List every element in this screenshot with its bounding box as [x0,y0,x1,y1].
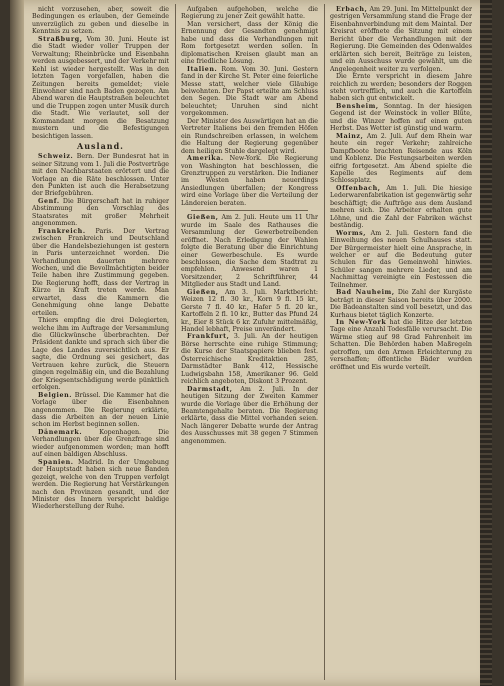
dateline: Frankreich. [38,227,86,235]
article-text: Bern. Der Bundesrat hat in seiner Sitzung vom 1. Juli die Postverträge mit den Nachbarstaaten erörtert und die Vorlage an die Räte beschlossen. Unter den Punkten ist auch die Herabsetzung der Briefgebühren. [32,153,169,198]
article-paragraph [181,21,318,66]
article-paragraph [181,155,318,207]
article-text: Madrid. In der Umgebung der Hauptstadt haben sich neue Banden gezeigt, welche von den Truppen verfolgt werden. Die Regierung hat Verstärkungen nach den Provinzen gesandt, und der Minister des Innern verspricht baldige Wiederherstellung der Ruhe. [32,458,169,511]
article-text: Vom 30. Juni. Heute ist die Stadt wieder voller Truppen der Verwaltung; Rheinbrücke und Eisenbahn werden ausgebessert, und der Verkehr mit Kehl ist wieder hergestellt. Was in den letzten Tagen vorgefallen, haben die Zeitungen bereits gemeldet; viele Einwohner sind nach Baden gezogen. Am Abend waren die Hauptstraßen beleuchtet und die Truppen zogen unter Musik durch die Stadt. Wie verlautet, soll der Kommandant morgen die Besatzung mustern und die Befestigungen besichtigen lassen. [32,35,169,140]
article-paragraph [32,392,169,429]
article-paragraph [32,317,169,392]
article-paragraph [32,36,169,140]
dateline: Erbach, [336,6,368,13]
article-paragraph [181,118,318,155]
dateline: Gießen, [187,214,219,222]
article-text: Der Minister des Auswärtigen hat an die Vertreter Italiens bei den fremden Höfen ein Rundschreiben erlassen, in welchem die Haltung der Regierung gegenüber dem heiligen Stuhle dargelegt wird. [181,117,318,155]
dateline: Worms, [336,229,367,237]
article-paragraph [330,230,472,290]
column-middle [181,6,318,678]
dateline: Amerika. [187,155,224,163]
article-text: Kopenhagen. Die Verhandlungen über die Grenzfrage sind wieder aufgenommen worden; man hofft auf einen baldigen Abschluss. [32,428,169,459]
article-paragraph [330,289,472,319]
article-text: Am 29. Juni. Im Mittelpunkt der gestrigen Versammlung stand die Frage der Eisenbahnverbindung mit dem Maintal. Der Kreisrat eröffnete die Sitzung mit einem Bericht über die Verhandlungen mit der Regierung. Die Gemeinden des Odenwaldes erklärten sich bereit, Beiträge zu leisten, und ein Ausschuss wurde gewählt, um die Angelegenheit weiter zu verfolgen. [330,6,472,73]
dateline: Genf. [38,197,60,205]
article-text: 3. Juli. An der heutigen Börse herrschte eine ruhige Stimmung; die Kurse der Staatspapiere blieben fest. Österreichische Kreditaktien 285, Darmstädter Bank 412, Hessische Ludwigsbahn 158, Amerikaner 96. Geld reichlich angeboten, Diskont 3 Prozent. [181,333,318,386]
article-text: Am 2. Juli. Heute um 11 Uhr wurde im Saale des Rathauses die Versammlung der Gewerbetreibenden eröffnet. Nach Erledigung der Wahlen folgte die Beratung über die Einrichtung einer Gewerbeschule. Es wurde beschlossen, die Sache dem Stadtrat zu empfehlen. Anwesend waren 1 Vorsitzender, 2 Schriftführer, 44 Mitglieder aus Stadt und Land. [181,214,318,289]
article-text: Am 2. Juli. Auf dem Rhein war heute ein reger Verkehr; zahlreiche Dampfboote brachten Reisende aus Köln und Koblenz. Die Festungsarbeiten werden eifrig fortgesetzt. Am Abend spielte die Kapelle des Regiments auf dem Schlossplatz. [330,132,472,185]
article-paragraph [181,386,318,446]
column-left [32,6,169,678]
dateline: Spanien. [38,458,74,466]
page-edge [480,0,492,686]
article-paragraph [32,153,169,198]
article-paragraph [330,73,472,103]
article-text: nicht vorzusehen, aber, soweit die Bedingungen es erlauben, der Gemeinde unverzüglich zu geben und dieselbe in Kenntnis zu setzen. [32,6,169,36]
article-paragraph [32,228,169,317]
dateline: Frankfurt, [187,333,230,341]
article-text: Die Zahl der Kurgäste beträgt in dieser Saison bereits über 2000. Die Badeanstalten sind voll besetzt, und das Kurhaus bietet täglich Konzerte. [330,289,472,319]
article-text: Am 2. Juli. In der heutigen Sitzung der Zweiten Kammer wurde die Vorlage über die Erhöhung der Beamtengehalte beraten. Die Regierung erklärte, dass die Mittel vorhanden seien. Nach längerer Debatte wurde der Antrag des Ausschusses mit 38 gegen 7 Stimmen angenommen. [181,385,318,445]
article-text: Am 2. Juli. Gestern fand die Einweihung des neuen Schulhauses statt. Der Bürgermeister hielt eine Ansprache, in welcher er auf die Bedeutung guter Schulen für das Gemeinwohl hinwies. Schüler sangen mehrere Lieder, und am Nachmittag vereinigte ein Festessen die Teilnehmer. [330,229,472,289]
article-text: Sonntag. In der hiesigen Gegend ist der Weinstock in voller Blüte, und die Winzer hoffen auf einen guten Herbst. Das Wetter ist günstig und warm. [330,102,472,133]
article-paragraph [181,214,318,289]
dateline: Mainz, [336,132,364,140]
article-paragraph [32,459,169,511]
newspaper-page [10,0,492,686]
section-separator [191,210,308,211]
binding-gutter [10,0,24,686]
section-heading: Ausland. [77,141,124,152]
article-text: Thiers empfing die drei Delegierten, welche ihm im Auftrage der Versammlung die Glückwünsche überbrachten. Der Präsident dankte und sprach sich über die Lage des Landes zuversichtlich aus. Er sagte, die Ordnung sei gesichert, das Vertrauen kehre zurück, die Steuern gingen regelmäßig ein, und die Bezahlung der Kriegsentschädigung werde pünktlich erfolgen. [32,317,169,392]
article-text: Rom. Vom 30. Juni. Gestern fand in der Kirche St. Peter eine feierliche Messe statt, welcher viele Gläubige beiwohnten. Der Papst erteilte am Schluss den Segen. Die Stadt war am Abend beleuchtet; Unruhen sind nicht vorgekommen. [181,65,318,118]
column-right [330,6,472,678]
article-paragraph [181,6,318,21]
article-text: Paris. Der Vertrag zwischen Frankreich und Deutschland über die Handelsbeziehungen ist gestern in Paris unterzeichnet worden. Die Verhandlungen dauerten mehrere Wochen, und die Bevollmächtigten beider Teile haben ihre Zustimmung gegeben. Die Regierung hofft, dass der Vertrag in Kürze in Kraft treten werde. Man erwartet, dass die Kammern die Genehmigung ohne lange Debatte erteilen. [32,227,169,317]
dateline: Belgien. [38,391,73,399]
article-text: Am 1. Juli. Die hiesige Lederwarenfabrikation ist gegenwärtig sehr beschäftigt; die Aufträge aus dem Ausland mehren sich. Die Arbeiter erhalten gute Löhne, und die Zahl der Fabriken wächst beständig. [330,184,472,230]
article-paragraph [32,429,169,459]
dateline: Bad Nauheim, [336,289,395,297]
article-text: New-York. Die Regierung von Washington hat beschlossen, die Grenztruppen zu verstärken. Die Indianer im Westen haben neuerdings Ansiedlungen überfallen; der Kongress wird eine Vorlage über die Verteilung der Ländereien beraten. [181,155,318,207]
article-paragraph [330,185,472,230]
dateline: Gießen, [187,288,219,296]
dateline: In New-York [336,319,387,327]
article-paragraph [32,198,169,228]
article-text: Am 3. Juli. Marktbericht: Weizen 12 fl. 30 kr., Korn 9 fl. 15 kr., Gerste 7 fl. 40 kr., Hafer 5 fl. 20 kr., Kartoffeln 2 fl. 10 kr., Butter das Pfund 24 kr., Eier 8 Stück 6 kr. Zufuhr mittelmäßig, Handel lebhaft, Preise unverändert. [181,288,318,334]
article-paragraph [181,289,318,334]
article-text: Die Bürgerschaft hat in ruhiger Abstimmung den Vorschlag des Staatsrates mit großer Mehrheit angenommen. [32,197,169,228]
column-rule [175,4,176,680]
article-text: Die Ernte verspricht in diesem Jahre reichlich zu werden; besonders der Roggen steht vortrefflich, und auch die Kartoffeln haben sich gut entwickelt. [330,73,472,103]
dateline: Darmstadt, [187,385,233,393]
article-paragraph [330,6,472,73]
dateline: Dänemark. [38,428,83,436]
article-text: Brüssel. Die Kammer hat die Vorlage über die Eisenbahnen angenommen. Die Regierung erklärte, dass die Arbeiten an der neuen Linie schon im Herbst beginnen sollen. [32,391,169,429]
article-text: Aufgaben aufgehoben, welche die Regierung zu jener Zeit gewählt hatte. [181,6,318,21]
article-paragraph [330,103,472,133]
article-paragraph [330,319,472,371]
dateline: Bensheim, [336,102,379,110]
article-paragraph [32,6,169,36]
dateline: Italien. [187,65,218,73]
article-paragraph [330,133,472,185]
dateline: Offenbach, [336,184,381,192]
article-paragraph [181,66,318,118]
dateline: Schweiz. [38,153,74,161]
article-text: Man versichert, dass der König die Ernennung der Gesandten genehmigt habe und dass die Verhandlungen mit Rom fortgesetzt werden sollen. In diplomatischen Kreisen glaubt man an eine friedliche Lösung. [181,20,318,66]
article-paragraph [181,333,318,385]
article-text: hat die Hitze der letzten Tage eine Anzahl Todesfälle verursacht. Die Wärme stieg auf 98 Grad Fahrenheit im Schatten. Die Behörden haben Maßregeln getroffen, um den Armen Erleichterung zu verschaffen; öffentliche Bäder wurden eröffnet und Eis wurde verteilt. [330,319,472,371]
column-rule [324,4,325,680]
dateline: Straßburg, [38,35,83,43]
